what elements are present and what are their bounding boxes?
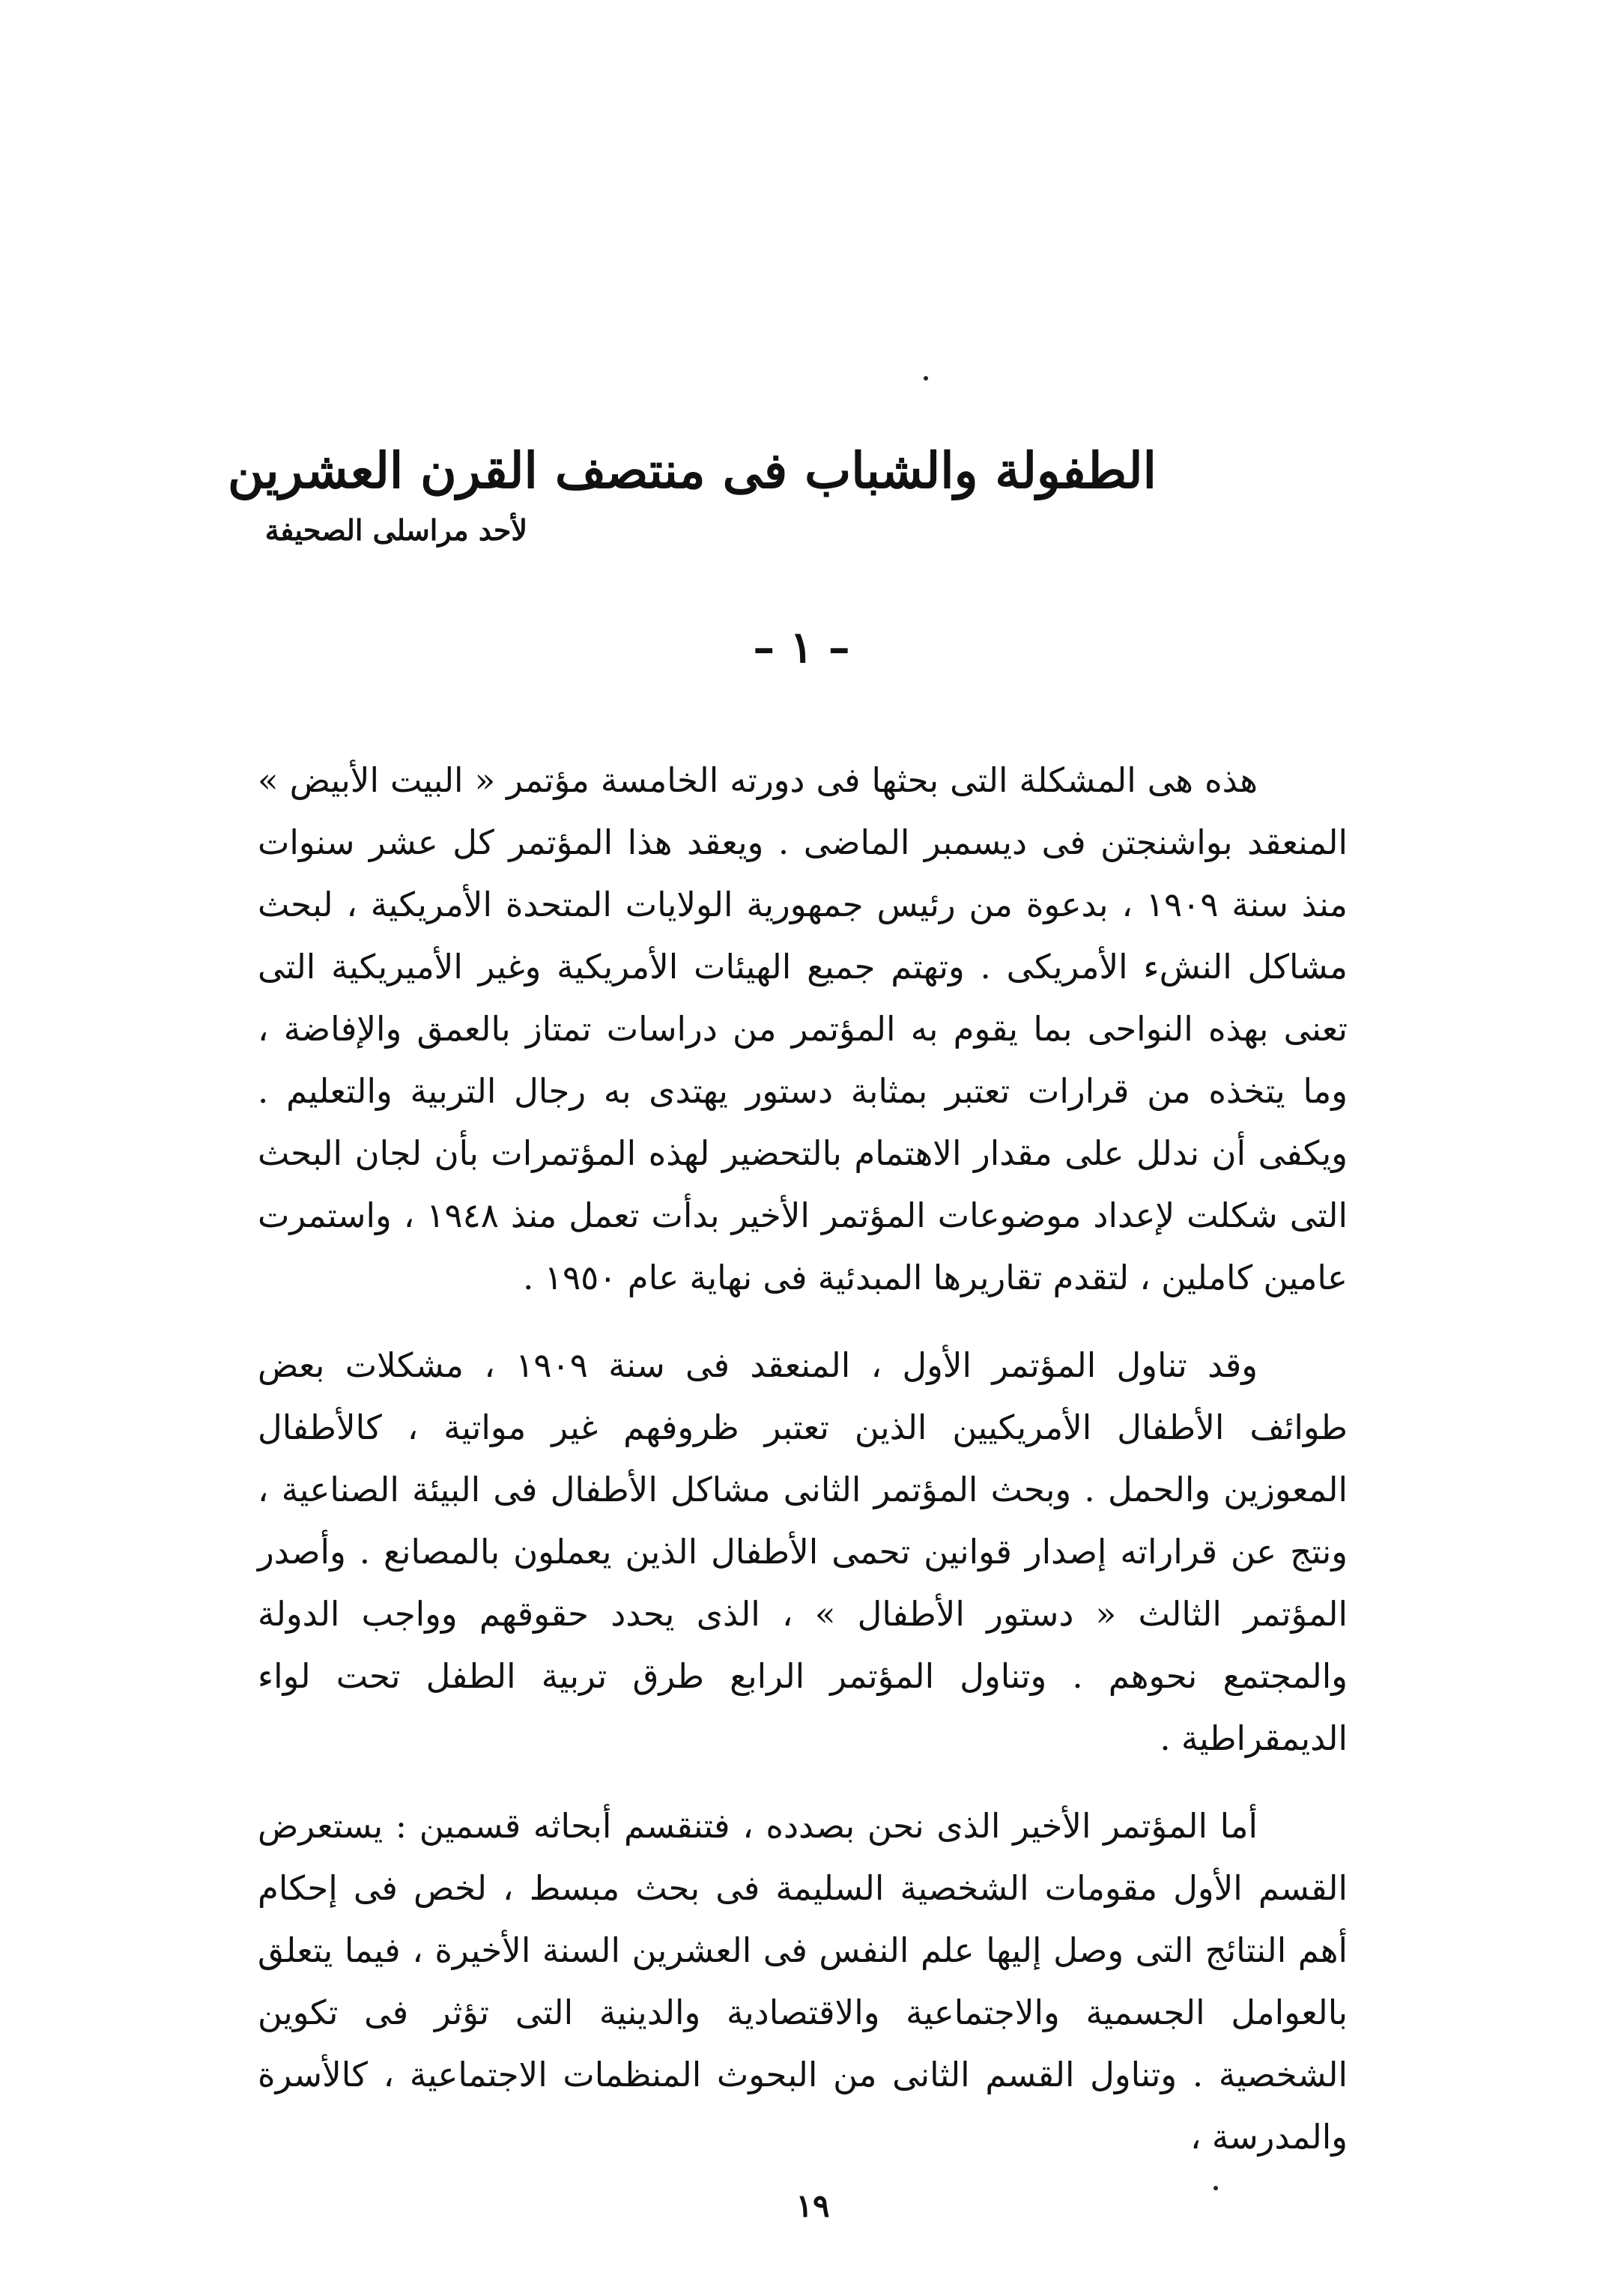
print-speck [924, 376, 928, 381]
page-number: ١٩ [796, 2187, 830, 2224]
paragraph: أما المؤتمر الأخير الذى نحن بصدده ، فتنقسم أبحاثه قسمين : يستعرض القسم الأول مقومات الشخصية السليمة فى بحث مبسط ، لخص فى إحكام أهم النتائج التى وصل إليها علم النفس فى العشرين السنة الأخيرة ، فيما يتعلق بالعوامل الجسمية والاجتماعية والاقتصادية والدينية التى تؤثر فى تكوين الشخصية . وتناول القسم الثانى من البحوث المنظمات الاجتماعية ، كالأسرة والمدرسة ، [258, 1806, 1348, 2157]
paragraph: وقد تناول المؤتمر الأول ، المنعقد فى سنة ١٩٠٩ ، مشكلات بعض طوائف الأطفال الأمريكيين الذين تعتبر ظروفهم غير مواتية ، كالأطفال المعوزين والحمل . وبحث المؤتمر الثانى مشاكل الأطفال فى البيئة الصناعية ، ونتج عن قراراته إصدار قوانين تحمى الأطفال الذين يعملون بالمصانع . وأصدر المؤتمر الثالث « دستور الأطفال » ، الذى يحدد حقوقهم وواجب الدولة والمجتمع نحوهم . وتناول المؤتمر الرابع طرق تربية الطفل تحت لواء الديمقراطية . [258, 1345, 1348, 1758]
article-author: لأحد مراسلى الصحيفة [264, 513, 527, 547]
paragraph: هذه هى المشكلة التى بحثها فى دورته الخامسة مؤتمر « البيت الأبيض » المنعقد بواشنجتن فى ديسمبر الماضى . ويعقد هذا المؤتمر كل عشر سنوات منذ سنة ١٩٠٩ ، بدعوة من رئيس جمهورية الولايات المتحدة الأمريكية ، لبحث مشاكل النشء الأمريكى . وتهتم جميع الهيئات الأمريكية وغير الأميريكية التى تعنى بهذه النواحى بما يقوم به المؤتمر من دراسات تمتاز بالعمق والإفاضة ، وما يتخذه من قرارات تعتبر بمثابة دستور يهتدى به رجال التربية والتعليم . ويكفى أن ندلل على مقدار الاهتمام بالتحضير لهذه المؤتمرات بأن لجان البحث التى شكلت لإعداد موضوعات المؤتمر الأخير بدأت تعمل منذ ١٩٤٨ ، واستمرت عامين كاملين ، لتقدم تقاريرها المبدئية فى نهاية عام ١٩٥٠ . [258, 760, 1348, 1297]
article-body [258, 749, 1348, 2193]
section-number: – ١ – [753, 622, 850, 673]
article-title: الطفولة والشباب فى منتصف القرن العشرين [227, 441, 1157, 500]
